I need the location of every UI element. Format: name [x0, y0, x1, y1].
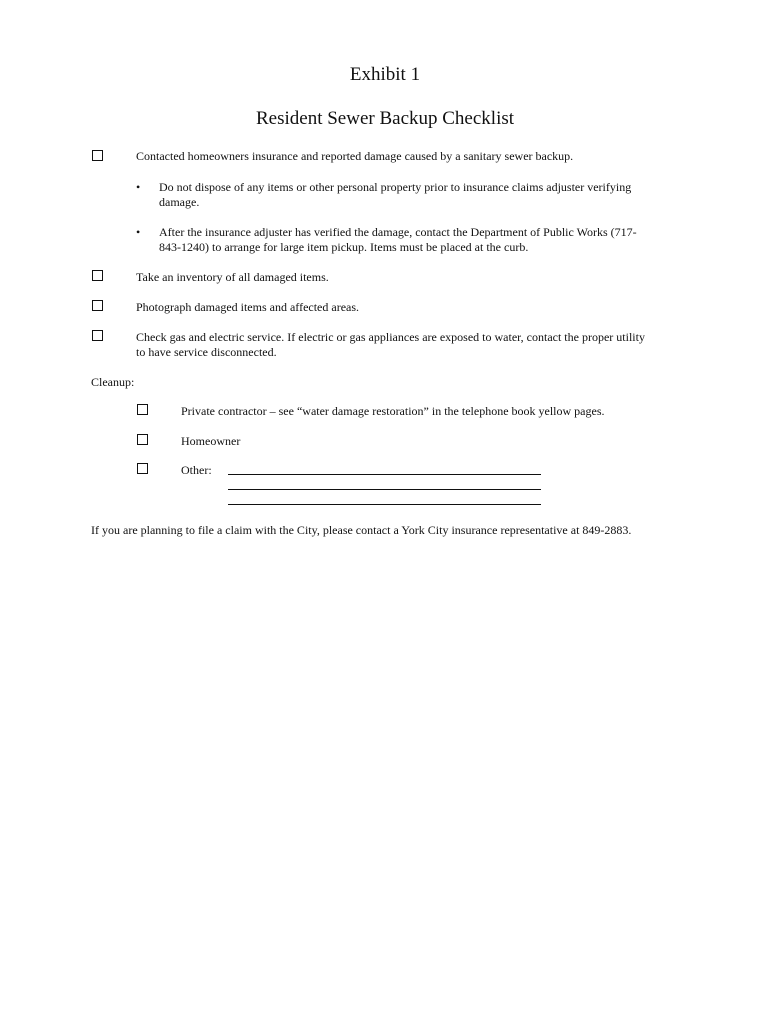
checkbox-gas-electric[interactable]: [92, 330, 103, 341]
item-gas-electric-line2: to have service disconnected.: [136, 345, 277, 359]
claim-contact-note: If you are planning to file a claim with the City, please contact a York City insurance representative at 849-2883.: [91, 523, 632, 537]
cleanup-private-contractor-text: Private contractor – see “water damage restoration” in the telephone book yellow pages.: [181, 404, 605, 418]
bullet-item-pickup-line2: 843-1240) to arrange for large item pickup. Items must be placed at the curb.: [159, 240, 529, 254]
item-photograph-text: Photograph damaged items and affected areas.: [136, 300, 360, 314]
checkbox-inventory[interactable]: [92, 270, 103, 281]
checkbox-private-contractor[interactable]: [137, 404, 148, 415]
bullet-item-pickup-line1: After the insurance adjuster has verified the damage, contact the Department of Public Works (717-: [159, 225, 637, 239]
item-inventory-text: Take an inventory of all damaged items.: [136, 270, 329, 284]
checkbox-homeowner[interactable]: [137, 434, 148, 445]
checkbox-insurance-contacted[interactable]: [92, 150, 103, 161]
checklist-title: Resident Sewer Backup Checklist: [255, 108, 515, 129]
bullet-do-not-dispose-line1: Do not dispose of any items or other personal property prior to insurance claims adjuster verifying: [159, 180, 632, 194]
other-fill-line[interactable]: [228, 489, 541, 490]
bullet-do-not-dispose-line2: damage.: [159, 195, 200, 209]
checkbox-photograph[interactable]: [92, 300, 103, 311]
other-fill-line[interactable]: [228, 474, 541, 475]
item-insurance-contacted-text: Contacted homeowners insurance and reported damage caused by a sanitary sewer backup.: [136, 149, 574, 163]
item-gas-electric-line1: Check gas and electric service. If electric or gas appliances are exposed to water, contact the proper utility: [136, 330, 645, 344]
cleanup-homeowner-text: Homeowner: [181, 434, 241, 448]
bullet-icon: •: [136, 180, 141, 194]
exhibit-title: Exhibit 1: [349, 64, 421, 85]
cleanup-label: Cleanup:: [91, 375, 135, 389]
other-fill-line[interactable]: [228, 504, 541, 505]
bullet-icon: •: [136, 225, 141, 239]
checkbox-other[interactable]: [137, 463, 148, 474]
cleanup-other-label: Other:: [181, 463, 212, 477]
